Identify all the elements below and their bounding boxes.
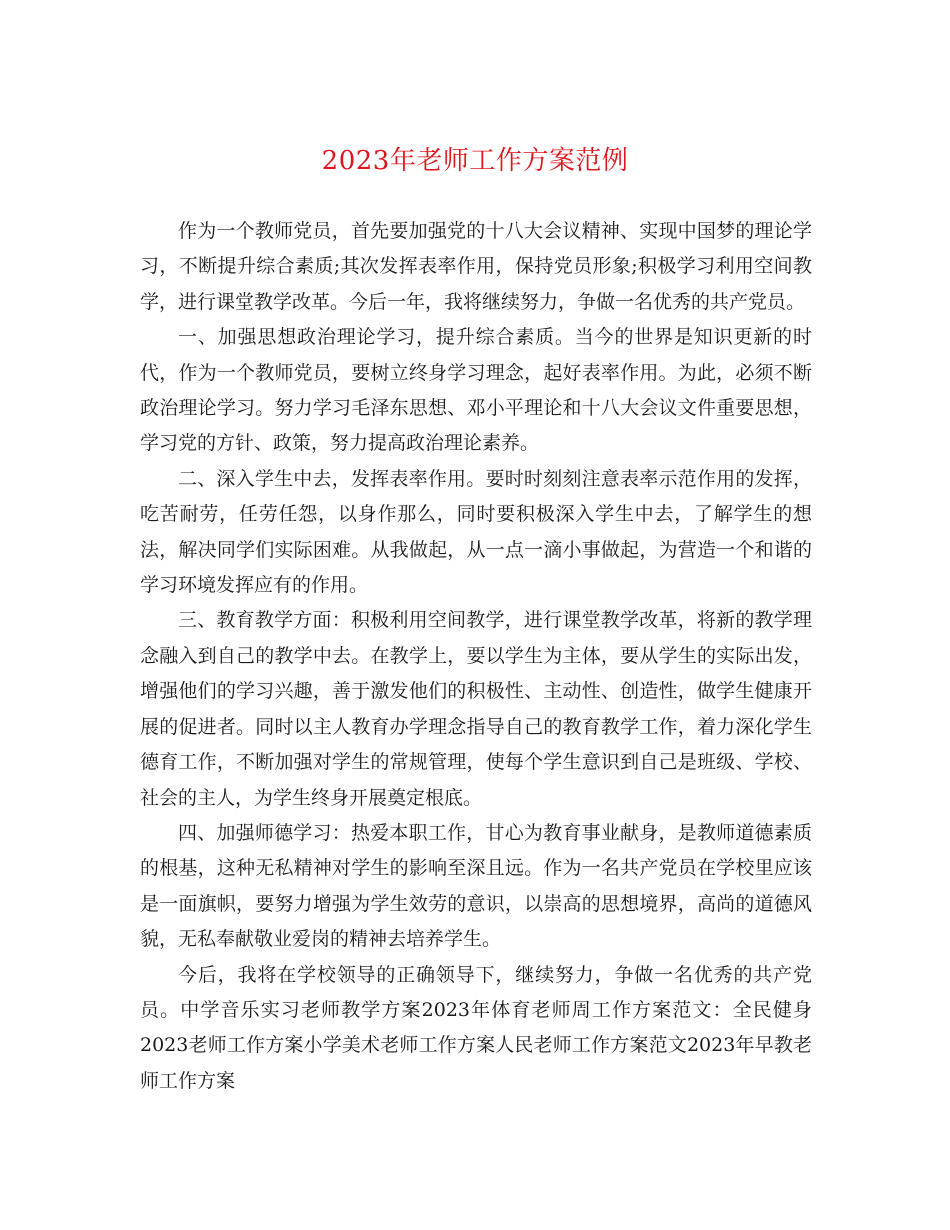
paragraph-intro: 作为一个教师党员，首先要加强党的十八大会议精神、实现中国梦的理论学习，不断提升综合素质;其次发挥表率作用，保持党员形象;积极学习利用空间教学，进行课堂教学改革。今后一年，我将继续努力，争做一名优秀的共产党员。 xyxy=(140,220,812,313)
paragraph-section-3: 三、教育教学方面：积极利用空间教学，进行课堂教学改革，将新的教学理念融入到自己的教学中去。在教学上，要以学生为主体，要从学生的实际出发，增强他们的学习兴趣，善于激发他们的积极性、主动性、创造性，做学生健康开展的促进者。同时以主人教育办学理念指导自己的教育教学工作，着力深化学生德育工作，不断加强对学生的常规管理，使每个学生意识到自己是班级、学校、社会的主人，为学生终身开展奠定根底。 xyxy=(140,609,812,809)
paragraph-section-2: 二、深入学生中去，发挥表率作用。要时时刻刻注意表率示范作用的发挥，吃苦耐劳，任劳任怨，以身作那么，同时要积极深入学生中去，了解学生的想法，解决同学们实际困难。从我做起，从一点一滴小事做起，为营造一个和谐的学习环境发挥应有的作用。 xyxy=(140,467,812,597)
paragraph-section-4: 四、加强师德学习：热爱本职工作，甘心为教育事业献身，是教师道德素质的根基，这种无私精神对学生的影响至深且远。作为一名共产党员在学校里应该是一面旗帜，要努力增强为学生效劳的意识，以崇高的思想境界，高尚的道德风貌，无私奉献敬业爱岗的精神去培养学生。 xyxy=(140,821,812,951)
paragraph-section-1: 一、加强思想政治理论学习，提升综合素质。当今的世界是知识更新的时代，作为一个教师党员，要树立终身学习理念，起好表率作用。为此，必须不断政治理论学习。努力学习毛泽东思想、邓小平理论和十八大会议文件重要思想，学习党的方针、政策，努力提高政治理论素养。 xyxy=(140,326,812,455)
paragraph-closing: 今后，我将在学校领导的正确领导下，继续努力，争做一名优秀的共产党员。中学音乐实习老师教学方案2023年体育老师周工作方案范文：全民健身2023老师工作方案小学美术老师工作方案人民老师工作方案范文2023年早教老师工作方案 xyxy=(140,963,812,1092)
document-body xyxy=(140,214,812,1099)
document-title: 2023年老师工作方案范例 xyxy=(321,146,629,176)
